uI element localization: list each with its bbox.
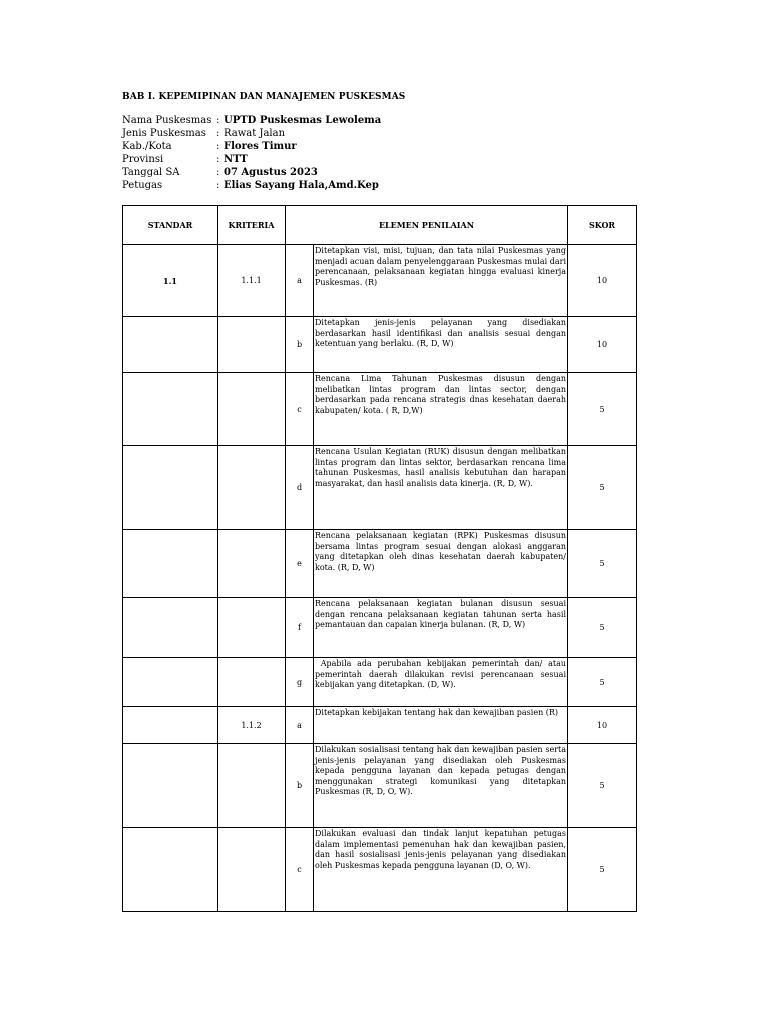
info-value: Rawat Jalan [224,128,286,139]
element-text: Apabila ada perubahan kebijakan pemerintah dan/ atau pemerintah daerah dilakukan revisi perencanaan sesuai kebijakan yang ditetapkan. (D, W). [315,659,567,689]
element-text: Rencana pelaksanaan kegiatan bulanan disusun sesuai dengan rencana pelaksanaan kegiatan tahunan serta hasil pemantauan dan capaian kinerja bulanan. (R, D, W) [315,599,567,629]
score-cell: 5 [568,744,637,828]
element-letter-cell: e [286,530,314,598]
criteria-cell [218,530,286,598]
element-text-cell [314,598,568,658]
info-colon: : [216,180,220,191]
element-letter-cell: g [286,658,314,707]
element-text: Dilakukan evaluasi dan tindak lanjut kepatuhan petugas dalam implementasi pemenuhan hak dan kewajiban pasien, dan hasil sosialisasi jenis-jenis pelayanan yang disediakan oleh Puskesmas kepada pengguna layanan (D, O, W). [315,829,567,870]
info-value: 07 Agustus 2023 [224,167,318,178]
table-row [123,828,637,912]
element-text: Rencana Usulan Kegiatan (RUK) disusun dengan melibatkan lintas program dan lintas sektor, berdasarkan rencana lima tahunan Puskesmas, hasil analisis kebutuhan dan harapan masyarakat, dan hasil analisis data kinerja. (R, D, W). [315,447,567,488]
element-text-cell [314,530,568,598]
criteria-cell [218,658,286,707]
criteria-cell [218,446,286,530]
criteria-cell [218,373,286,446]
element-text-cell [314,446,568,530]
info-label: Jenis Puskesmas [122,128,206,139]
info-row [122,114,381,127]
element-text: Ditetapkan visi, misi, tujuan, dan tata nilai Puskesmas yang menjadi acuan dalam penyelenggaraan Puskesmas mulai dari perencanaan, pelaksanaan kegiatan hingga evaluasi kinerja Puskesmas. (R) [315,246,567,287]
standard-cell [123,373,218,446]
table-row [123,446,637,530]
element-text: Dilakukan sosialisasi tentang hak dan kewajiban pasien serta jenis-jenis pelayanan yang disediakan oleh Puskesmas kepada pengguna layanan dan kepada petugas dengan menggunakan strategi komunikasi yang ditetapkan Puskesmas (R, D, O, W). [315,745,567,796]
info-row [122,166,381,179]
element-letter-cell: a [286,707,314,744]
element-text: Rencana Lima Tahunan Puskesmas disusun dengan melibatkan lintas program dan lintas sector, dengan berdasarkan pada rencana strategis dnas kesehatan daerah kabupaten/ kota. ( R, D,W) [315,374,567,415]
element-text-cell [314,245,568,317]
info-row [122,127,381,140]
puskesmas-info [122,114,381,192]
element-text-cell [314,744,568,828]
header-standar: STANDAR [123,206,218,245]
table-row [123,744,637,828]
standard-cell [123,658,218,707]
standard-cell [123,744,218,828]
element-text-cell [314,373,568,446]
info-colon: : [216,115,220,126]
table-row [123,707,637,744]
score-cell: 5 [568,446,637,530]
header-kriteria: KRITERIA [218,206,286,245]
element-text-cell [314,317,568,373]
standard-cell [123,317,218,373]
score-cell: 5 [568,828,637,912]
info-colon: : [216,154,220,165]
table-row [123,598,637,658]
standard-cell [123,530,218,598]
table-row [123,658,637,707]
table-row [123,373,637,446]
score-cell: 10 [568,317,637,373]
chapter-title: BAB I. KEPEMIPINAN DAN MANAJEMEN PUSKESMAS [122,92,406,102]
info-label: Nama Puskesmas [122,115,212,126]
element-letter-cell: f [286,598,314,658]
score-cell: 5 [568,530,637,598]
criteria-cell [218,828,286,912]
element-letter-cell: d [286,446,314,530]
info-colon: : [216,128,220,139]
score-cell: 5 [568,598,637,658]
element-letter-cell: c [286,373,314,446]
info-colon: : [216,167,220,178]
info-label: Kab./Kota [122,141,172,152]
element-text-cell [314,707,568,744]
criteria-cell [218,744,286,828]
standard-cell [123,598,218,658]
info-row [122,140,381,153]
info-label: Petugas [122,180,163,191]
element-letter-cell: b [286,317,314,373]
criteria-cell [218,598,286,658]
element-text: Ditetapkan jenis-jenis pelayanan yang disediakan berdasarkan hasil identifikasi dan analisis sesuai dengan ketentuan yang berlaku. (R, D, W) [315,318,567,348]
table-row [123,245,637,317]
element-text: Ditetapkan kebijakan tentang hak dan kewajiban pasien (R) [315,708,559,717]
info-value: Elias Sayang Hala,Amd.Kep [224,180,379,191]
info-row [122,179,381,192]
info-value: UPTD Puskesmas Lewolema [224,115,382,126]
standard-cell: 1.1 [123,245,218,317]
element-text-cell [314,658,568,707]
element-text-cell [314,828,568,912]
score-cell: 10 [568,707,637,744]
standard-cell [123,828,218,912]
header-skor: SKOR [568,206,637,245]
info-value: Flores Timur [224,141,297,152]
score-cell: 5 [568,658,637,707]
criteria-cell [218,317,286,373]
info-colon: : [216,141,220,152]
info-label: Tanggal SA [122,167,180,178]
info-value: NTT [224,154,248,165]
table-row [123,317,637,373]
element-letter-cell: c [286,828,314,912]
standard-cell [123,707,218,744]
criteria-cell: 1.1.2 [218,707,286,744]
info-label: Provinsi [122,154,164,165]
header-elemen-penilaian: ELEMEN PENILAIAN [286,206,568,245]
score-cell: 10 [568,245,637,317]
element-letter-cell: a [286,245,314,317]
table-header-row [123,206,637,245]
element-text: Rencana pelaksanaan kegiatan (RPK) Puskesmas disusun bersama lintas program sesuai dengan alokasi anggaran yang ditetapkan oleh dinas kesehatan daerah kabupaten/ kota. (R, D, W) [315,531,567,572]
standard-cell [123,446,218,530]
table-row [123,530,637,598]
element-letter-cell: b [286,744,314,828]
info-row [122,153,381,166]
assessment-table [122,205,637,912]
criteria-cell: 1.1.1 [218,245,286,317]
score-cell: 5 [568,373,637,446]
